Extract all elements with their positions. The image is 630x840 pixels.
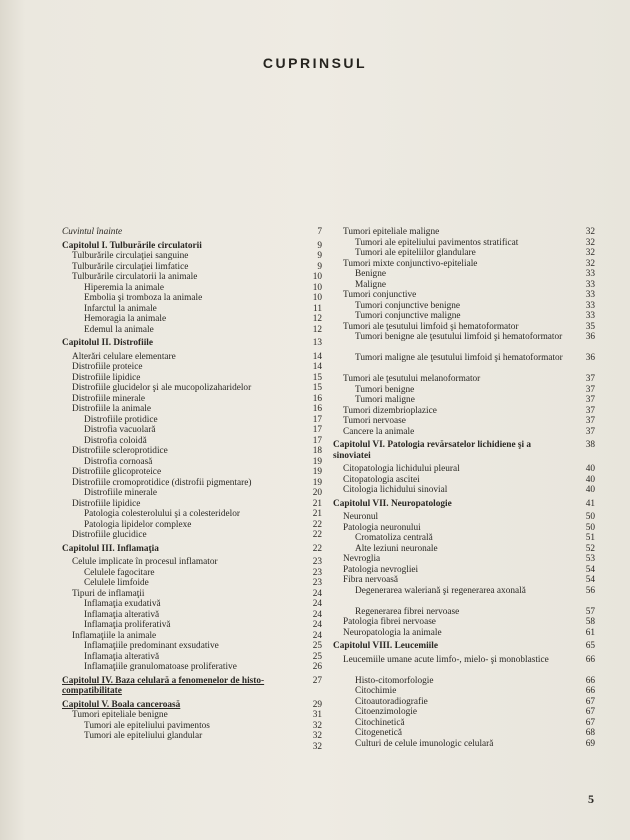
toc-entry-page: 23: [312, 567, 322, 578]
toc-entry-page: 54: [585, 564, 595, 575]
toc-entry: [62, 283, 322, 294]
toc-entry: [62, 599, 322, 610]
toc-entry: [333, 533, 595, 544]
toc-entry-page: 24: [312, 630, 322, 641]
toc-entry: [333, 512, 595, 523]
toc-entry-title: Tumori ale epiteliilor glandulare: [355, 248, 476, 258]
toc-entry-title: Benigne: [355, 269, 386, 279]
toc-entry-page: 22: [312, 543, 322, 554]
toc-entry-title: Distrofiile cromoprotidice (distrofii pigmentare): [72, 477, 252, 488]
toc-entry: [62, 478, 322, 489]
toc-entry-title: Tumori conjunctive maligne: [355, 311, 461, 321]
toc-entry: [62, 652, 322, 663]
toc-entry-title: Infarctul la animale: [84, 303, 157, 314]
toc-entry: [333, 280, 595, 291]
toc-entry-title: Cuvintul înainte: [62, 227, 123, 237]
toc-entry-title: Capitolul VI. Patologia revărsatelor lichidiene şi a sinoviatei: [333, 440, 532, 461]
toc-entry: [62, 436, 322, 447]
toc-entry-title: Distrofiile la animale: [72, 404, 151, 414]
toc-entry-page: 16: [312, 393, 322, 404]
toc-entry: [62, 488, 322, 499]
toc-entry-title: Capitolul II. Distrofiile: [62, 338, 153, 348]
toc-entry-page: 36: [585, 332, 595, 342]
toc-entry-page: 33: [585, 290, 595, 300]
toc-entry-page: 65: [585, 641, 595, 651]
page-title: CUPRINSUL: [262, 55, 368, 71]
toc-entry-title: Distrofiile lipidice: [72, 498, 141, 509]
toc-entry-title: Distrofiile glicoproteice: [72, 467, 162, 477]
toc-entry-title: Distrofiile scleroprotidice: [72, 446, 168, 456]
toc-entry-title: Distrofia coloidă: [84, 435, 147, 446]
toc-entry-page: 19: [312, 456, 322, 467]
toc-entry-page: 19: [312, 477, 322, 488]
toc-entry-title: Tumori nervoase: [343, 416, 406, 426]
toc-entry-title: Alterări celulare elementare: [72, 351, 176, 362]
toc-entry-page: 66: [585, 686, 595, 696]
toc-entry-page: 66: [585, 675, 595, 686]
toc-entry-page: 10: [312, 293, 322, 303]
toc-entry: [333, 301, 595, 312]
toc-entry-page: 11: [313, 303, 322, 314]
toc-entry-page: 27: [312, 675, 322, 686]
toc-entry-title: Histo-citomorfologie: [355, 675, 434, 686]
toc-entry-page: 32: [312, 731, 322, 741]
toc-entry: [62, 631, 322, 642]
toc-entry-page: 18: [312, 446, 322, 456]
toc-entry-title: Tumori epiteliale maligne: [343, 227, 440, 237]
toc-entry: [333, 628, 595, 639]
toc-entry-title: Tumori ale epiteliului pavimentos: [84, 720, 210, 731]
toc-entry-title: Inflamaţiile predominant exsudative: [84, 641, 219, 651]
toc-entry-title: Tumori benigne ale ţesutului limfoid şi hematoformator: [355, 332, 563, 342]
toc-entry-title: Tumori maligne: [355, 395, 415, 405]
toc-entry: [62, 620, 322, 631]
toc-entry: [333, 290, 595, 301]
toc-entry-page: 32: [585, 237, 595, 248]
page-number: 5: [588, 792, 594, 806]
toc-entry-page: 57: [585, 606, 595, 617]
toc-entry: [62, 610, 322, 621]
toc-entry-title: Cancere la animale: [343, 426, 415, 437]
toc-entry-title: Capitolul IV. Baza celulară a fenomenelor de histo-compatibilitate: [62, 675, 265, 696]
toc-entry-page: 51: [585, 533, 595, 543]
toc-entry-title: Patologia fibrei nervoase: [343, 617, 436, 627]
toc-entry-title: Capitolul VIII. Leucemiile: [333, 641, 438, 651]
toc-entry-page: 16: [312, 404, 322, 414]
toc-entry-title: Tulburările circulatorii la animale: [72, 272, 198, 282]
toc-entry: [62, 467, 322, 478]
toc-entry-page: 12: [312, 324, 322, 335]
toc-entry: [62, 710, 322, 721]
toc-entry-title: Alte leziuni neuronale: [355, 543, 438, 554]
toc-entry-title: Inflamaţia exudativă: [84, 599, 161, 609]
toc-entry: [62, 589, 322, 600]
toc-entry-page: 22: [312, 519, 322, 530]
toc-entry-title: Capitolul I. Tulburările circulatorii: [62, 240, 202, 251]
toc-entry-title: Capitolul V. Boala canceroasă: [62, 699, 181, 710]
toc-left-column: [62, 227, 322, 752]
toc-entry-page: 37: [585, 426, 595, 437]
toc-entry-title: Distrofiile proteice: [72, 362, 143, 372]
toc-entry: [333, 697, 595, 708]
toc-entry: [62, 721, 322, 732]
toc-entry: [333, 385, 595, 396]
toc-entry-page: 68: [585, 728, 595, 738]
toc-entry-title: Tulburările circulaţiei limfatice: [72, 261, 189, 272]
toc-entry-title: Patologia colesterolului şi a colesteridelor: [84, 509, 240, 519]
toc-entry-title: Patologia lipidelor complexe: [84, 519, 192, 530]
toc-entry: [333, 259, 595, 270]
toc-entry-page: 32: [312, 741, 322, 752]
toc-entry-title: Tumori mixte conjunctivo-epiteliale: [343, 258, 478, 269]
toc-entry-page: 21: [312, 509, 322, 519]
toc-entry: [62, 530, 322, 541]
toc-entry-page: 32: [585, 248, 595, 258]
toc-entry: [333, 544, 595, 555]
toc-entry: [333, 238, 595, 249]
toc-entry: [333, 227, 595, 238]
toc-entry-title: Tipuri de inflamaţii: [72, 588, 145, 599]
toc-entry: [333, 416, 595, 427]
toc-entry-page: 14: [312, 362, 322, 372]
toc-entry-page: 32: [585, 227, 595, 237]
toc-entry-page: 29: [312, 699, 322, 710]
toc-entry-page: 23: [312, 557, 322, 567]
toc-entry: [62, 227, 322, 238]
toc-entry-title: Citologia lichidului sinovial: [343, 485, 448, 495]
toc-entry-title: Citopatologia ascitei: [343, 474, 420, 485]
toc-entry: [333, 440, 595, 461]
toc-entry-page: 54: [585, 575, 595, 585]
toc-entry-page: 24: [312, 588, 322, 599]
toc-entry: [62, 383, 322, 394]
toc-entry-title: Celulele limfoide: [84, 578, 149, 588]
toc-entry-page: 23: [312, 578, 322, 588]
toc-entry-title: Distrofiile glucidice: [72, 530, 147, 540]
toc-entry-title: Fibra nervoasă: [343, 575, 398, 585]
toc-entry: [333, 475, 595, 486]
toc-entry: [62, 676, 322, 697]
toc-entry-page: 35: [585, 321, 595, 332]
toc-entry-title: Capitolul VII. Neuropatologie: [333, 498, 452, 509]
toc-entry-page: 22: [312, 530, 322, 540]
toc-entry: [333, 728, 595, 739]
toc-entry: [62, 314, 322, 325]
toc-entry-title: Patologia neuronului: [343, 522, 421, 533]
toc-entry-title: Distrofiile protidice: [84, 414, 158, 425]
toc-entry-page: 17: [312, 435, 322, 446]
toc-entry-page: 15: [312, 383, 322, 393]
toc-entry: [333, 523, 595, 534]
toc-entry-title: Tumori epiteliale benigne: [72, 710, 168, 720]
toc-entry-title: Nevroglia: [343, 554, 381, 564]
toc-entry-page: 15: [312, 372, 322, 383]
toc-entry-title: Tulburările circulaţiei sanguine: [72, 251, 189, 261]
toc-entry-title: Tumori ale ţesutului limfoid şi hematoformator: [343, 321, 519, 332]
toc-entry-page: 52: [585, 543, 595, 554]
toc-entry-title: Citochimie: [355, 686, 397, 696]
toc-entry: [333, 406, 595, 417]
toc-entry-page: 33: [585, 279, 595, 290]
toc-entry: [333, 641, 595, 652]
toc-entry: [62, 394, 322, 405]
toc-entry-page: 67: [585, 717, 595, 728]
toc-entry-title: Inflamaţia alterativă: [84, 609, 160, 620]
toc-entry: [62, 251, 322, 262]
toc-entry: [333, 464, 595, 475]
toc-entry-page: 31: [312, 710, 322, 720]
toc-entry-title: Hiperemia la animale: [84, 282, 165, 293]
toc-entry: [62, 641, 322, 652]
toc-entry-title: Edemul la animale: [84, 324, 154, 335]
toc-entry-page: 25: [312, 651, 322, 662]
toc-entry: [333, 322, 595, 333]
toc-entry: [62, 415, 322, 426]
toc-entry-title: Distrofiile minerale: [84, 488, 158, 498]
toc-entry-page: 17: [312, 414, 322, 425]
toc-entry: [333, 607, 595, 618]
toc-entry: [62, 509, 322, 520]
toc-entry: [62, 731, 322, 742]
toc-entry-title: Citopatologia lichidului pleural: [343, 464, 460, 474]
toc-entry-title: Patologia nevrogliei: [343, 564, 419, 575]
toc-entry-page: 38: [585, 440, 595, 450]
toc-entry: [62, 662, 322, 673]
toc-entry: [333, 427, 595, 438]
toc-entry: [62, 425, 322, 436]
toc-entry-page: 7: [317, 227, 322, 237]
toc-entry: [62, 499, 322, 510]
toc-entry-title: Regenerarea fibrei nervoase: [355, 606, 460, 617]
toc-entry: [62, 578, 322, 589]
toc-entry-page: 17: [312, 425, 322, 435]
toc-entry: [62, 404, 322, 415]
toc-entry-page: 58: [585, 617, 595, 627]
toc-entry-page: 33: [585, 311, 595, 321]
toc-entry: [62, 446, 322, 457]
toc-entry: [333, 575, 595, 586]
toc-entry: [333, 395, 595, 406]
toc-entry: [62, 544, 322, 555]
toc-entry-title: Celule implicate în procesul inflamator: [72, 557, 218, 567]
toc-entry: [62, 262, 322, 273]
toc-entry-title: Distrofiile lipidice: [72, 372, 141, 383]
toc-entry-page: 25: [312, 641, 322, 651]
toc-entry: [62, 700, 322, 711]
toc-entry-title: Tumori dizembrioplazice: [343, 405, 437, 416]
toc-entry-page: 53: [585, 554, 595, 564]
toc-entry-title: Neuronul: [343, 512, 379, 522]
toc-entry: [62, 338, 322, 349]
toc-entry-title: Capitolul III. Inflamaţia: [62, 543, 159, 554]
toc-entry-title: Tumori conjunctive: [343, 290, 417, 300]
toc-entry: [333, 718, 595, 729]
toc-entry-page: 50: [585, 522, 595, 533]
toc-entry: [333, 617, 595, 628]
toc-entry-title: Distrofia vacuolară: [84, 425, 156, 435]
toc-entry: [333, 655, 595, 676]
toc-entry-page: 32: [585, 258, 595, 269]
toc-entry-title: Distrofiile glucidelor şi ale mucopolizaharidelor: [72, 383, 252, 393]
toc-entry-page: 67: [585, 707, 595, 717]
toc-entry: [62, 457, 322, 468]
toc-entry-page: 14: [312, 351, 322, 362]
toc-entry: [62, 304, 322, 315]
toc-entry-page: 37: [585, 374, 595, 384]
toc-entry-title: Tumori conjunctive benigne: [355, 300, 461, 311]
toc-entry-page: 56: [585, 585, 595, 596]
toc-entry-page: 10: [312, 272, 322, 282]
toc-entry: [333, 485, 595, 496]
toc-entry-title: Celulele fagocitare: [84, 567, 155, 578]
toc-entry-title: Distrofia cornoasă: [84, 456, 153, 467]
toc-entry-page: 37: [585, 395, 595, 405]
toc-entry-page: 13: [312, 338, 322, 348]
toc-entry: [333, 676, 595, 687]
toc-entry-page: 9: [317, 251, 322, 261]
toc-entry-title: Distrofiile minerale: [72, 393, 146, 404]
toc-entry-title: Citogenetică: [355, 728, 402, 738]
toc-entry: [333, 332, 595, 353]
toc-entry: [333, 248, 595, 259]
toc-entry-page: 24: [312, 620, 322, 630]
toc-entry-title: Citoautoradiografie: [355, 696, 428, 707]
toc-entry: [333, 739, 595, 750]
toc-entry-page: 24: [312, 599, 322, 609]
toc-entry-page: 41: [585, 498, 595, 509]
toc-entry: [62, 241, 322, 252]
toc-entry-title: Embolia şi tromboza la animale: [84, 293, 203, 303]
toc-entry-title: Cromatoliza centrală: [355, 533, 433, 543]
toc-entry-page: 40: [585, 464, 595, 474]
toc-entry: [333, 499, 595, 510]
toc-entry-title: Neuropatologia la animale: [343, 627, 442, 638]
toc-entry-page: 9: [317, 240, 322, 251]
toc-entry-title: Hemoragia la animale: [84, 314, 167, 324]
toc-entry-title: Degenerarea waleriană şi regenerarea axonală: [355, 585, 526, 596]
toc-entry-page: 26: [312, 662, 322, 672]
toc-entry: [333, 565, 595, 576]
toc-entry-page: 67: [585, 696, 595, 707]
toc-entry: [333, 374, 595, 385]
toc-entry-page: 21: [312, 498, 322, 509]
toc-entry-page: 37: [585, 405, 595, 416]
toc-entry: [333, 707, 595, 718]
toc-entry: [62, 557, 322, 568]
toc-entry-title: Tumori ale epiteliului pavimentos stratificat: [355, 237, 519, 248]
toc-entry-page: 69: [585, 738, 595, 749]
toc-entry: [62, 742, 322, 753]
toc-entry-title: Leucemiile umane acute limfo-, mielo- şi monoblastice: [343, 654, 549, 665]
toc-entry-page: 37: [585, 384, 595, 395]
toc-entry-page: 40: [585, 474, 595, 485]
toc-entry-page: 40: [585, 485, 595, 495]
toc-entry: [62, 373, 322, 384]
toc-entry-title: Tumori benigne: [355, 384, 415, 395]
toc-entry-title: Inflamaţiile granulomatoase proliferative: [84, 662, 237, 672]
toc-right-column: [333, 227, 595, 749]
toc-entry-title: Citochinetică: [355, 717, 405, 728]
toc-entry: [333, 311, 595, 322]
toc-entry-title: Inflamaţia alterativă: [84, 651, 160, 662]
toc-entry: [333, 686, 595, 697]
toc-entry-page: 19: [312, 467, 322, 477]
toc-entry-title: Tumori maligne ale ţesutului limfoid şi hematoformator: [355, 353, 563, 363]
toc-entry: [333, 586, 595, 607]
toc-entry-page: 61: [585, 627, 595, 638]
toc-entry: [62, 568, 322, 579]
toc-entry-page: 24: [312, 609, 322, 620]
toc-entry-title: Culturi de celule imunologic celulară: [355, 738, 494, 749]
toc-entry-page: 37: [585, 416, 595, 426]
toc-entry: [62, 272, 322, 283]
toc-entry: [62, 293, 322, 304]
toc-entry-title: Citoenzimologie: [355, 707, 417, 717]
toc-entry-page: 10: [312, 282, 322, 293]
toc-entry-page: 50: [585, 512, 595, 522]
toc-entry-page: 66: [585, 654, 595, 665]
toc-entry-page: 32: [312, 720, 322, 731]
toc-entry-page: 20: [312, 488, 322, 498]
toc-entry-page: 33: [585, 300, 595, 311]
toc-entry-title: Inflamaţiile la animale: [72, 630, 157, 641]
toc-entry-title: Inflamaţia proliferativă: [84, 620, 171, 630]
toc-entry: [333, 353, 595, 374]
toc-entry-title: Tumori ale ţesutului melanoformator: [343, 374, 481, 384]
toc-entry: [62, 325, 322, 336]
toc-entry: [62, 520, 322, 531]
toc-entry-title: Maligne: [355, 279, 386, 290]
toc-entry: [62, 352, 322, 363]
toc-entry-page: 33: [585, 269, 595, 279]
toc-entry: [333, 554, 595, 565]
toc-entry: [333, 269, 595, 280]
toc-entry-title: Tumori ale epiteliului glandular: [84, 731, 203, 741]
toc-entry-page: 12: [312, 314, 322, 324]
toc-entry-page: 36: [585, 353, 595, 363]
toc-entry: [62, 362, 322, 373]
toc-entry-page: 9: [317, 261, 322, 272]
